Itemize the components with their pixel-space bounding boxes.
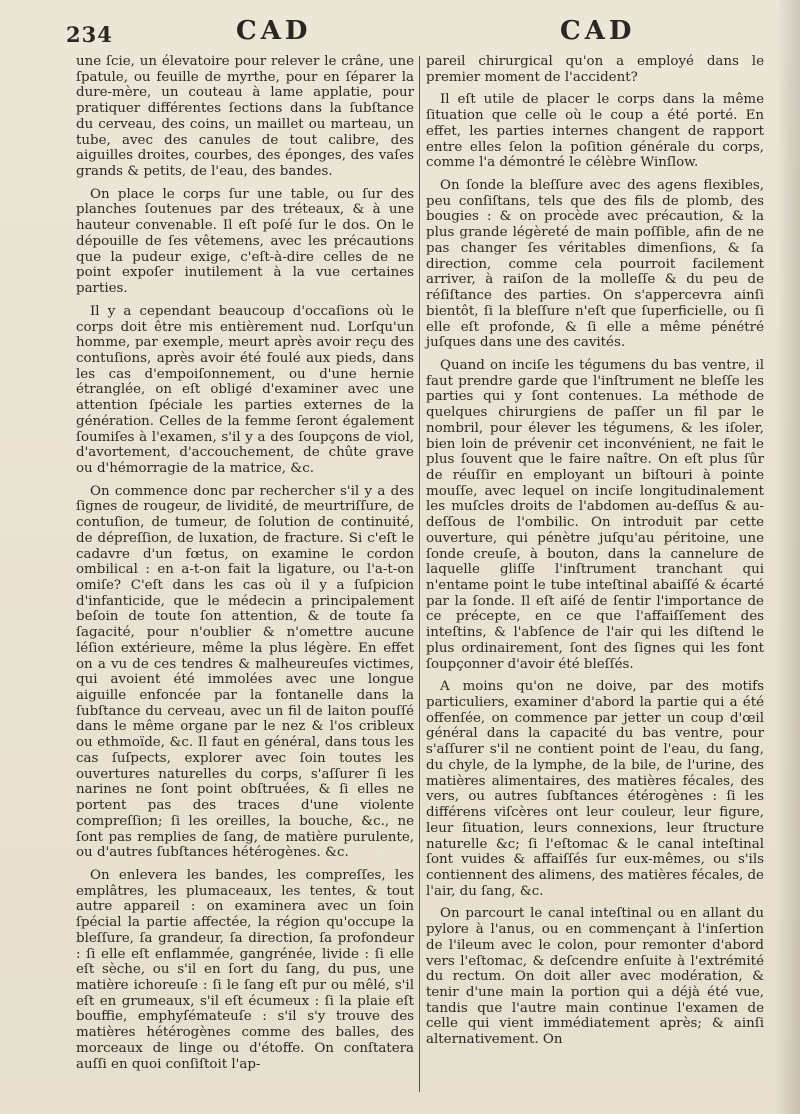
paragraph: Quand on inciſe les tégumens du bas ventre, il faut prendre garde que l'inſtrument ne bleſſe les parties qui y ſont contenues. La méthode de quelques chirurgiens de paſſer un fil par le nombril, pour élever les tégumens, & les iſoler, bien loin de prévenir cet inconvénient, ne fait le plus ſouvent que le faire naître. On eſt plus ſûr de réuſſir en employant un biſtouri à pointe mouſſe, avec lequel on inciſe longitudinalement les muſcles droits de l'abdomen au-deſſus & au-deſſous de l'ombilic. On introduit par cette ouverture, qui pénètre juſqu'au péritoine, une ſonde creuſe, à bouton, dans la cannelure de laquelle gliſſe l'inſtrument tranchant qui n'entame point le tube inteſtinal abaiſſé & écarté par la ſonde. Il eſt aiſé de ſentir l'importance de ce précepte, en ce que l'affaiſſement des inteſtins, & l'abſence de l'air qui les diſtend le plus ordinairement, ſont des ſignes qui les font ſoupçonner d'avoir été bleſſés. (426, 357, 764, 672)
paragraph: pareil chirurgical qu'on a employé dans le premier moment de l'accident? (426, 54, 764, 85)
running-head-left: CAD (236, 16, 312, 46)
page-number: 234 (66, 22, 113, 47)
paragraph: Il y a cependant beaucoup d'occaſions où le corps doit être mis entièrement nud. Lorſqu'un homme, par exemple, meurt après avoir reçu des contuſions, après avoir été foulé aux pieds, dans les cas d'empoiſonnement, ou d'une hernie étranglée, on eſt obligé d'examiner avec une attention ſpéciale les parties externes de la génération. Celles de la femme ſeront également ſoumiſes à l'examen, s'il y a des ſoupçons de viol, d'avortement, d'accouchement, de chûte grave ou d'hémorragie de la matrice, &c. (76, 303, 414, 476)
column-divider (419, 56, 420, 1092)
paragraph: une ſcie, un élevatoire pour relever le crâne, une ſpatule, ou feuille de myrthe, pour en ſéparer la dure-mère, un couteau à lame applatie, pour pratiquer différentes ſections dans la ſubſtance du cerveau, des coins, un maillet ou marteau, un tube, avec des canules de tout calibre, des aiguilles droites, courbes, des éponges, des vaſes grands & petits, de l'eau, des bandes. (76, 54, 414, 180)
paragraph: On place le corps ſur une table, ou ſur des planches ſoutenues par des tréteaux, & à une hauteur convenable. Il eſt poſé ſur le dos. On le dépouille de ſes vêtemens, avec les précautions que la pudeur exige, c'eſt-à-dire celles de ne point expoſer inutilement à la vue certaines parties. (76, 186, 414, 297)
paragraph: On enlevera les bandes, les compreſſes, les emplâtres, les plumaceaux, les tentes, & tout autre appareil : on examinera avec un ſoin ſpécial la partie affectée, la région qu'occupe la bleſſure, ſa grandeur, ſa direction, ſa profondeur : ſi elle eſt enflammée, gangrénée, livide : ſi elle eſt sèche, ou s'il en ſort du ſang, du pus, une matière ichoreuſe : ſi le ſang eſt pur ou mêlé, s'il eſt en grumeaux, s'il eſt écumeux : ſi la plaie eſt bouffie, emphyſémateuſe : s'il s'y trouve des matières hétérogènes comme des balles, des morceaux de linge ou d'étoffe. On conſtatera auſſi en quoi conſiſtoit l'ap- (76, 867, 414, 1072)
page-edge-shadow (776, 0, 800, 1114)
paragraph: On parcourt le canal inteſtinal ou en allant du pylore à l'anus, ou en commençant à l'inſertion de l'ileum avec le colon, pour remonter d'abord vers l'eſtomac, & deſcendre enſuite à l'extrémité du rectum. On doit aller avec modération, & tenir d'une main la portion qui a déjà été vue, tandis que l'autre main continue l'examen de celle qui vient immédiatement après; & ainſi alternativement. On (426, 906, 764, 1048)
paragraph: On commence donc par rechercher s'il y a des ſignes de rougeur, de lividité, de meurtriſſure, de contuſion, de tumeur, de ſolution de continuité, de dépreſſion, de luxation, de fracture. Si c'eſt le cadavre d'un fœtus, on examine le cordon ombilical : en a-t-on fait la ligature, ou l'a-t-on omiſe? C'eſt dans les cas où il y a ſuſpicion d'infanticide, que le médecin a principalement beſoin de toute ſon attention, & de toute ſa ſagacité, pour n'oublier & n'omettre aucune léſion extérieure, même la plus légère. En effet on a vu de ces tendres & malheureuſes victimes, qui avoient été immolées avec une longue aiguille enfoncée par la fontanelle dans la ſubſtance du cerveau, avec un fil de laiton pouſſé dans le même organe par le nez & l'os cribleux ou ethmoïde, &c. Il faut en général, dans tous les cas ſuſpects, explorer avec ſoin toutes les ouvertures naturelles du corps, s'aſſurer ſi les narines ne ſont point obſtruées, & ſi elles ne portent pas des traces d'une violente compreſſion; ſi les oreilles, la bouche, &c., ne ſont pas remplies de ſang, de matière purulente, ou d'autres ſubſtances hétérogènes. &c. (76, 483, 414, 861)
paragraph: A moins qu'on ne doive, par des motifs particuliers, examiner d'abord la partie qui a été offenſée, on commence par jetter un coup d'œil général dans la capacité du bas ventre, pour s'aſſurer s'il ne contient point de l'eau, du ſang, du chyle, de la lymphe, de la bile, de l'urine, des matières alimentaires, des matières fécales, des vers, ou autres ſubſtances étérogènes : ſi les différens viſcères ont leur couleur, leur figure, leur ſituation, leurs connexions, leur ſtructure naturelle &c; ſi l'eſtomac & le canal inteſtinal ſont vuides & affaiſſés ſur eux-mêmes, ou s'ils contiennent des alimens, des matières fécales, de l'air, du ſang, &c. (426, 679, 764, 899)
page-header (0, 14, 800, 54)
right-column (426, 54, 764, 1074)
left-column (76, 54, 414, 1074)
paragraph: Il eſt utile de placer le corps dans la même ſituation que celle où le coup a été porté. En effet, les parties internes changent de rapport entre elles ſelon la poſition générale du corps, comme l'a démontré le célèbre Winſlow. (426, 92, 764, 171)
running-head-right: CAD (560, 16, 636, 46)
paragraph: On ſonde la bleſſure avec des agens flexibles, peu conſiſtans, tels que des fils de plomb, des bougies : & on procède avec précaution, & la plus grande légèreté de main poſſible, afin de ne pas changer ſes véritables dimenſions, & ſa direction, comme cela pourroit facilement arriver, à raiſon de la molleſſe & du peu de réſiſtance des parties. On s'appercevra ainſi bientôt, ſi la bleſſure n'eſt que ſuperficielle, ou ſi elle eſt profonde, & ſi elle a même pénétré juſques dans une des cavités. (426, 178, 764, 351)
